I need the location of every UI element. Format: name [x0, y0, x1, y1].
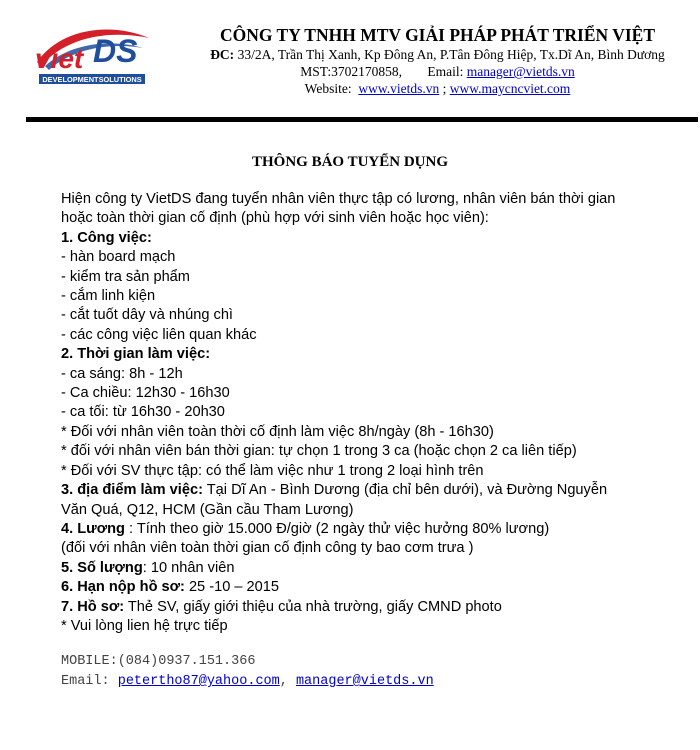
- section-salary-note: (đối với nhân viên toàn thời gian cố định công ty bao cơm trưa ): [61, 540, 474, 557]
- header-divider: [26, 117, 698, 122]
- section-location: 3. địa điểm làm việc: Tại Dĩ An - Bình Dương (địa chỉ bên dưới), và Đường Nguyễn: [61, 482, 608, 499]
- svg-text:viet: viet: [35, 43, 84, 74]
- vietds-logo: [31, 18, 153, 90]
- section-heading-deadline: 6. Hạn nộp hồ sơ:: [61, 579, 185, 596]
- intro-line: hoặc toàn thời gian cố định (phù hợp với sinh viên hoặc học viên):: [61, 210, 489, 227]
- intro-line: Hiện công ty VietDS đang tuyển nhân viên thực tập có lương, nhân viên bán thời gian: [61, 191, 616, 207]
- list-item: - hàn board mạch: [61, 249, 176, 266]
- company-mst: MST:3702170858,: [300, 64, 402, 79]
- company-website: Website: www.vietds.vn ; www.maycncviet.com: [304, 81, 571, 96]
- announcement-body: [61, 190, 696, 636]
- section-heading-quantity: 5. Số lượng: [61, 559, 143, 576]
- contact-email-link-yahoo[interactable]: petertho87@yahoo.com: [117, 674, 280, 689]
- contact-note: * Vui lòng lien hệ trực tiếp: [61, 617, 228, 634]
- contact-emails: Email: petertho87@yahoo.com, manager@vietds.vn: [61, 674, 434, 689]
- website-link-vietds[interactable]: www.vietds.vn: [358, 81, 440, 96]
- list-item: - cắt tuốt dây và nhúng chì: [61, 307, 233, 324]
- document-title: THÔNG BÁO TUYỂN DỤNG: [252, 154, 448, 170]
- section-heading-hours: 2. Thời gian làm việc:: [61, 346, 211, 363]
- section-location-cont: Văn Quá, Q12, HCM (Gần cầu Tham Lương): [61, 501, 354, 518]
- section-heading-documents: 7. Hồ sơ:: [61, 598, 125, 615]
- company-header: [185, 24, 690, 97]
- list-item: - ca sáng: 8h - 12h: [61, 365, 183, 382]
- svg-text:DS: DS: [93, 33, 138, 69]
- contact-mobile: MOBILE:(084)0937.151.366: [61, 654, 256, 669]
- list-item: - Ca chiều: 12h30 - 16h30: [61, 385, 230, 402]
- list-item: - cắm linh kiện: [61, 288, 156, 305]
- list-item: - các công việc liên quan khác: [61, 326, 257, 343]
- section-documents: 7. Hồ sơ: Thẻ SV, giấy giới thiệu của nhà trường, giấy CMND photo: [61, 598, 502, 615]
- company-email-link[interactable]: manager@vietds.vn: [466, 64, 575, 79]
- section-heading-location: 3. địa điểm làm việc:: [61, 482, 203, 499]
- logo-subtitle: DEVELOPMENTSOLUTIONS: [42, 75, 142, 84]
- contact-email-link-vietds[interactable]: manager@vietds.vn: [295, 674, 434, 689]
- list-item: * Đối với nhân viên toàn thời cố định làm việc 8h/ngày (8h - 16h30): [61, 423, 494, 440]
- company-address: ĐC: 33/2A, Trần Thị Xanh, Kp Đông An, P.Tân Đông Hiệp, Tx.Dĩ An, Bình Dương: [210, 47, 665, 62]
- section-deadline: 6. Hạn nộp hồ sơ: 25 -10 – 2015: [61, 579, 280, 596]
- section-heading-salary: 4. Lương: [61, 520, 125, 537]
- company-mst-email: MST:3702170858, Email: manager@vietds.vn: [300, 64, 575, 79]
- section-quantity: 5. Số lượng: 10 nhân viên: [61, 559, 235, 576]
- list-item: - ca tối: từ 16h30 - 20h30: [61, 404, 225, 421]
- website-link-maycncviet[interactable]: www.maycncviet.com: [449, 81, 571, 96]
- section-salary: 4. Lương : Tính theo giờ 15.000 Đ/giờ (2 ngày thử việc hưởng 80% lương): [61, 520, 550, 537]
- section-heading-jobs: 1. Công việc:: [61, 229, 152, 246]
- company-name: CÔNG TY TNHH MTV GIẢI PHÁP PHÁT TRIỂN VIỆT: [220, 25, 655, 45]
- list-item: * Đối với SV thực tập: có thể làm việc như 1 trong 2 loại hình trên: [61, 462, 484, 479]
- list-item: * đối với nhân viên bán thời gian: tự chọn 1 trong 3 ca (hoặc chọn 2 ca liên tiếp): [61, 443, 577, 460]
- list-item: - kiểm tra sản phẩm: [61, 268, 190, 285]
- contact-block: [61, 652, 681, 692]
